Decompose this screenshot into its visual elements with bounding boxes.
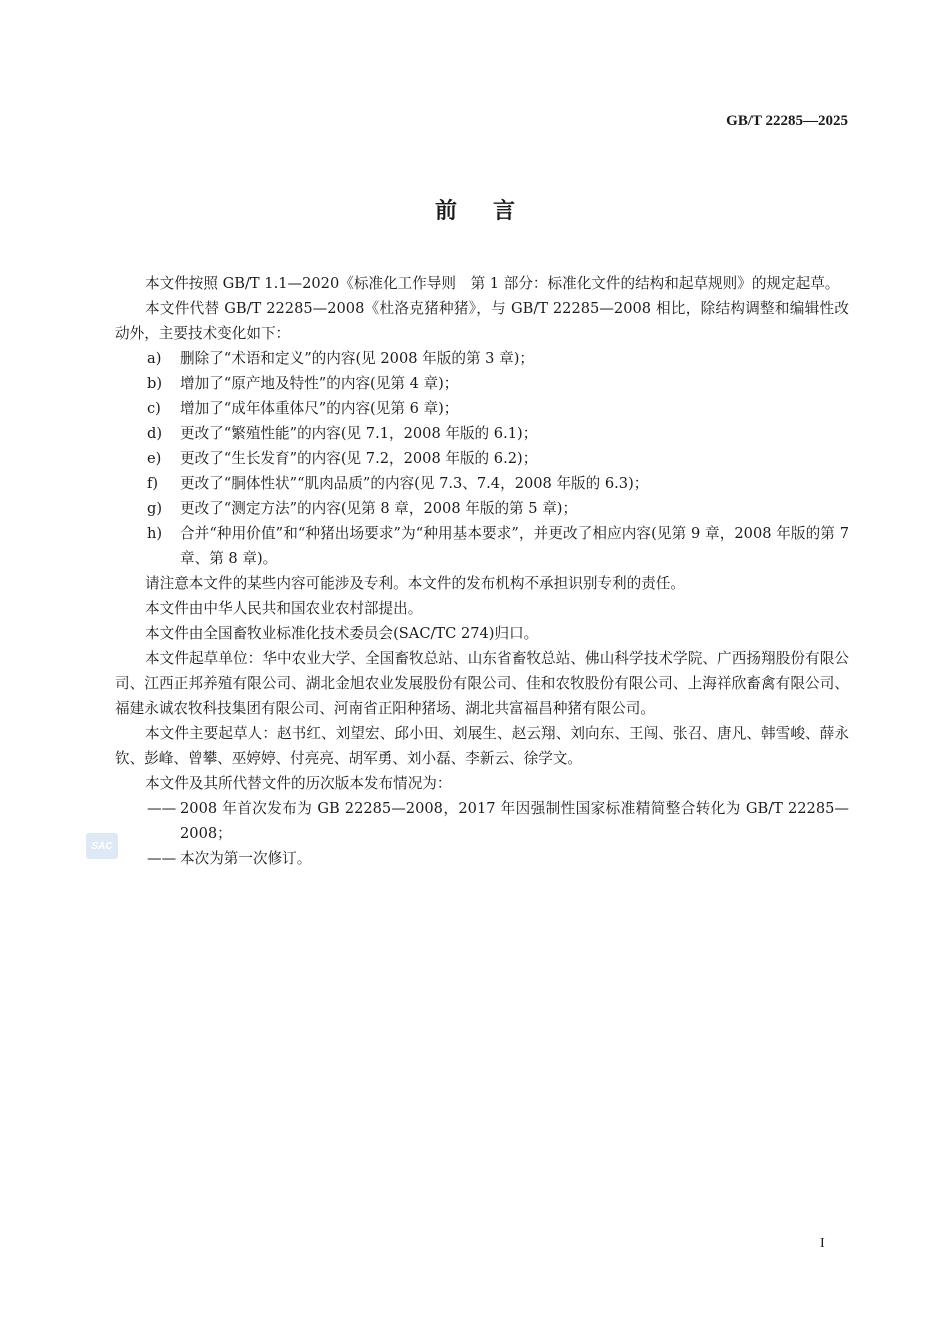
item-text: 增加了“原产地及特性”的内容(见第 4 章)；: [180, 375, 459, 392]
page-title: 前言: [434, 198, 551, 224]
list-item: [115, 371, 849, 396]
sac-watermark-logo: SAC: [86, 833, 118, 859]
paragraph: 本文件起草单位：华中农业大学、全国畜牧总站、山东省畜牧总站、佛山科学技术学院、广西扬翔股份有限公司、江西正邦养殖有限公司、湖北金旭农业发展股份有限公司、佳和农牧股份有限公司、上海祥欣畜禽有限公司、福建永诚农牧科技集团有限公司、河南省正阳种猪场、湖北共富福昌种猪有限公司。: [115, 650, 849, 717]
item-label: f): [147, 475, 159, 492]
list-item: [115, 471, 849, 496]
item-text: 删除了“术语和定义”的内容(见 2008 年版的第 3 章)；: [180, 350, 534, 367]
list-item: [115, 396, 849, 421]
dash-label: ——: [147, 850, 177, 867]
list-item: [115, 421, 849, 446]
document-body: [115, 271, 849, 871]
item-label: d): [147, 425, 163, 442]
paragraph: 本文件按照 GB/T 1.1—2020《标准化工作导则 第 1 部分：标准化文件的结构和起草规则》的规定起草。: [145, 275, 840, 292]
item-label: e): [147, 450, 162, 467]
item-label: c): [147, 400, 161, 417]
item-label: h): [147, 525, 163, 542]
paragraph: 本文件由全国畜牧业标准化技术委员会(SAC/TC 274)归口。: [145, 625, 539, 642]
changes-list: [115, 346, 849, 571]
list-item: [115, 521, 849, 571]
paragraph: 请注意本文件的某些内容可能涉及专利。本文件的发布机构不承担识别专利的责任。: [145, 575, 685, 592]
item-text: 更改了“生长发育”的内容(见 7.2，2008 年版的 6.2)；: [180, 450, 538, 467]
paragraph: 本文件及其所代替文件的历次版本发布情况为：: [145, 775, 452, 792]
list-item: [115, 346, 849, 371]
list-item: [115, 496, 849, 521]
item-text: 更改了“测定方法”的内容(见第 8 章，2008 年版的第 5 章)；: [180, 500, 578, 517]
history-item: [115, 796, 849, 846]
paragraph: 本文件主要起草人：赵书红、刘望宏、邱小田、刘展生、赵云翔、刘向东、王闯、张召、唐凡、韩雪峻、薛永钦、彭峰、曾攀、巫婷婷、付亮亮、胡军勇、刘小磊、李新云、徐学文。: [115, 725, 849, 767]
item-label: g): [147, 500, 163, 517]
dash-label: ——: [147, 800, 177, 817]
item-text: 2008 年首次发布为 GB 22285—2008，2017 年因强制性国家标准精简整合转化为 GB/T 22285—2008；: [180, 800, 849, 842]
paragraph: 本文件由中华人民共和国农业农村部提出。: [145, 600, 423, 617]
item-label: b): [147, 375, 163, 392]
standard-number: GB/T 22285—2025: [726, 113, 848, 129]
item-text: 更改了“胴体性状”“肌肉品质”的内容(见 7.3、7.4，2008 年版的 6.3)；: [180, 475, 649, 492]
page-number: I: [820, 1236, 825, 1251]
item-text: 更改了“繁殖性能”的内容(见 7.1，2008 年版的 6.1)；: [180, 425, 538, 442]
history-item: [115, 846, 849, 871]
item-label: a): [147, 350, 162, 367]
item-text: 本次为第一次修订。: [180, 850, 312, 867]
paragraph: 本文件代替 GB/T 22285—2008《杜洛克猪种猪》，与 GB/T 22285—2008 相比，除结构调整和编辑性改动外，主要技术变化如下：: [115, 300, 849, 342]
item-text: 合并“种用价值”和“种猪出场要求”为“种用基本要求”，并更改了相应内容(见第 9 章，2008 年版的第 7 章、第 8 章)。: [180, 525, 849, 567]
item-text: 增加了“成年体重体尺”的内容(见第 6 章)；: [180, 400, 459, 417]
list-item: [115, 446, 849, 471]
